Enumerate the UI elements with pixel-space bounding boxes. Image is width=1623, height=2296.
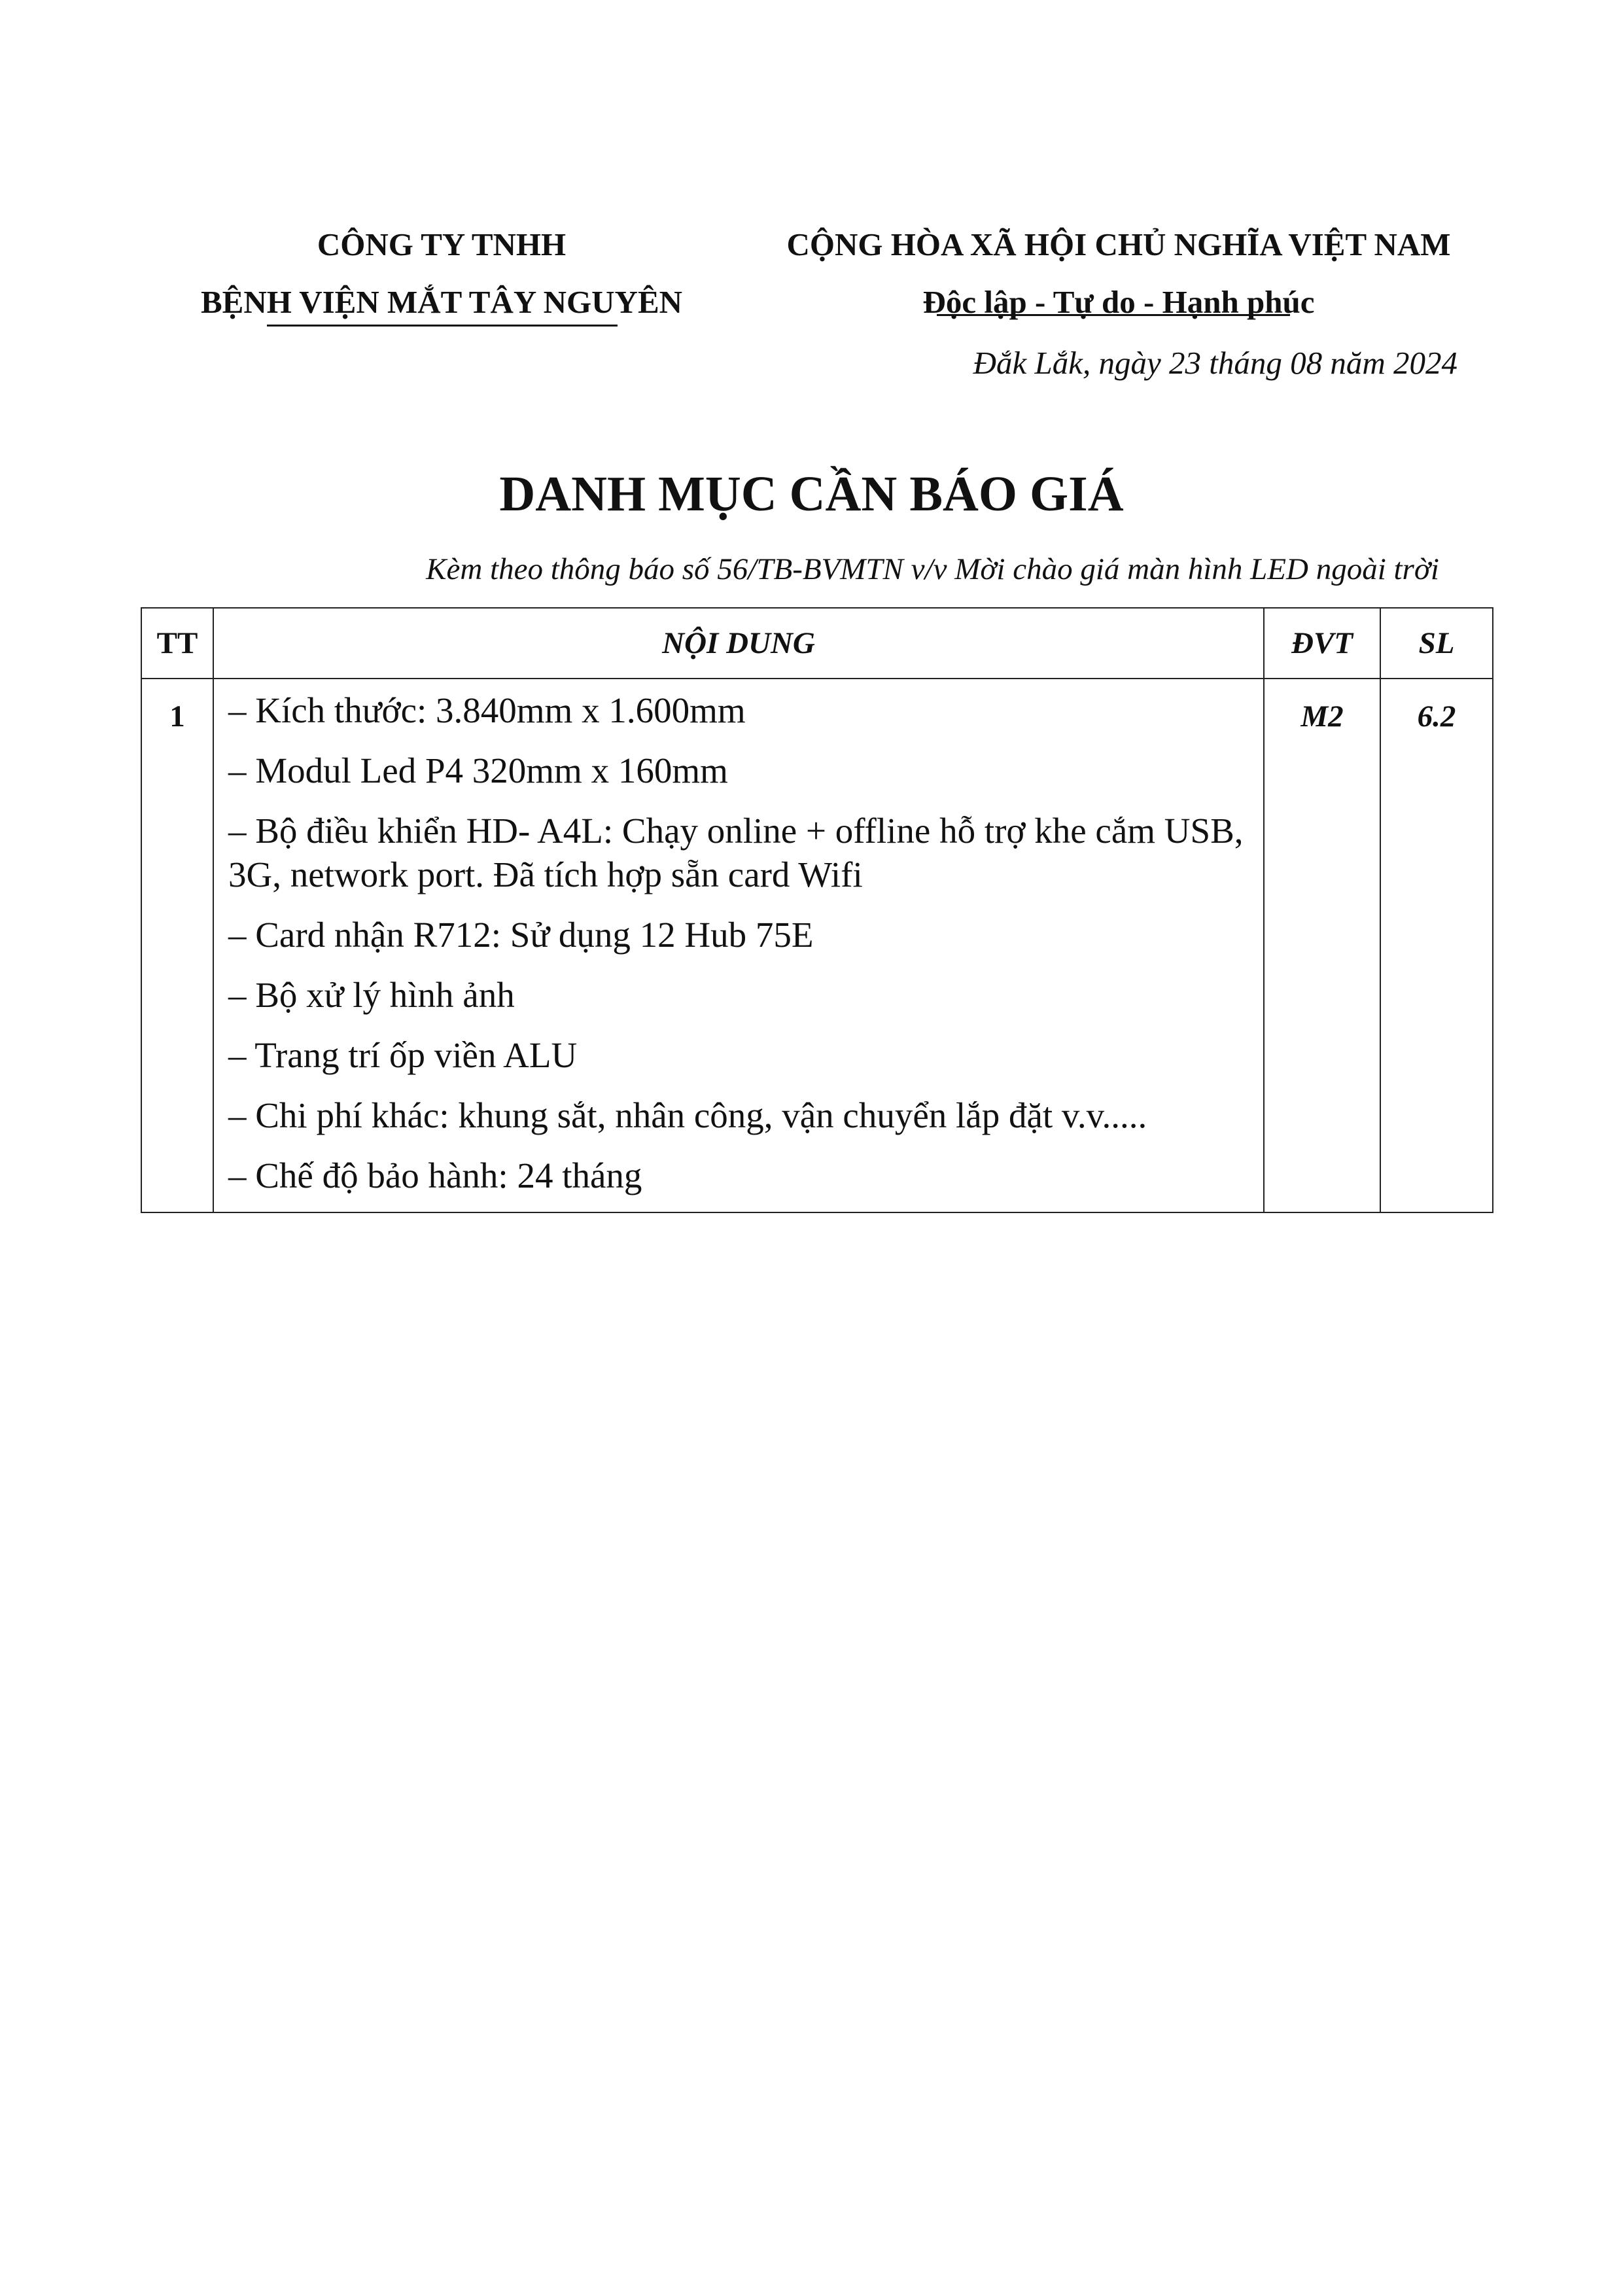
spec-line-receiver-card: – Card nhận R712: Sử dụng 12 Hub 75E: [228, 915, 814, 955]
spec-line-trim: – Trang trí ốp viền ALU: [228, 1035, 578, 1075]
header-tt: TT: [141, 608, 213, 679]
header-qty: SL: [1380, 608, 1493, 679]
company-header: [131, 216, 752, 331]
motto-underline: [937, 314, 1290, 316]
spec-line-size: – Kích thước: 3.840mm x 1.600mm: [228, 690, 746, 730]
company-underline: [267, 325, 618, 327]
place-date: Đắk Lắk, ngày 23 tháng 08 năm 2024: [973, 345, 1457, 381]
company-name-line2: BỆNH VIỆN MẮT TÂY NGUYÊN: [200, 284, 683, 320]
row-unit: M2: [1264, 679, 1380, 1212]
national-motto: Độc lập - Tự do - Hạnh phúc: [922, 284, 1315, 320]
spec-line-module: – Modul Led P4 320mm x 160mm: [228, 751, 728, 790]
company-name-line1: CÔNG TY TNHH: [317, 226, 567, 262]
row-qty: 6.2: [1380, 679, 1493, 1212]
header-content: NỘI DUNG: [213, 608, 1264, 679]
header-unit: ĐVT: [1264, 608, 1380, 679]
spec-line-warranty: – Chế độ bảo hành: 24 tháng: [228, 1156, 642, 1195]
row-tt: 1: [141, 679, 213, 1212]
row-content: [213, 679, 1264, 1212]
document-title: DANH MỤC CẦN BÁO GIÁ: [499, 467, 1124, 521]
spec-line-controller: – Bộ điều khiển HD- A4L: Chạy online + offline hỗ trợ khe cắm USB, 3G, network port. Đã tích hợp sẵn card Wifi: [228, 811, 1244, 894]
table-header-row: [141, 608, 1493, 679]
spec-line-image-processor: – Bộ xử lý hình ảnh: [228, 975, 515, 1015]
national-title: CỘNG HÒA XÃ HỘI CHỦ NGHĨA VIỆT NAM: [786, 226, 1451, 262]
document-subtitle: Kèm theo thông báo số 56/TB-BVMTN v/v Mời chào giá màn hình LED ngoài trời: [426, 552, 1439, 586]
spec-line-other-costs: – Chi phí khác: khung sắt, nhân công, vận chuyển lắp đặt v.v.....: [228, 1095, 1147, 1135]
quote-table: [141, 607, 1493, 1213]
table-row: [141, 679, 1493, 1212]
